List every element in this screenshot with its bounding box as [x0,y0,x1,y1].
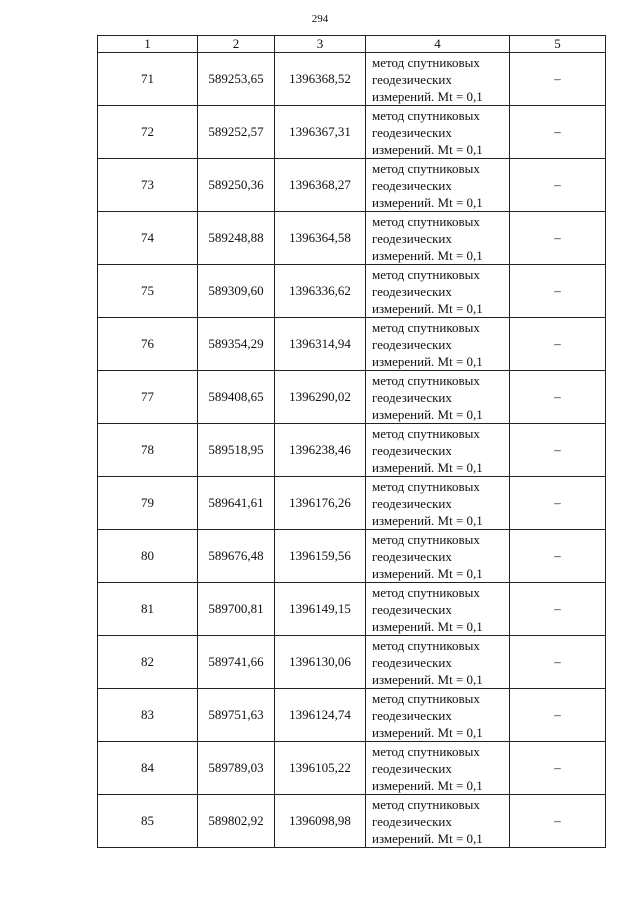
table-row [98,212,606,265]
method-cell [366,159,510,212]
point-number-cell: 85 [98,795,198,848]
y-coordinate-cell: 1396314,94 [275,318,366,371]
x-coordinate-cell: 589802,92 [198,795,275,848]
method-cell [366,795,510,848]
y-coordinate-cell: 1396364,58 [275,212,366,265]
table-row [98,689,606,742]
method-cell [366,106,510,159]
header-col-5: 5 [510,36,606,53]
y-coordinate-cell: 1396098,98 [275,795,366,848]
table-body [98,53,606,848]
method-cell [366,530,510,583]
point-number-cell: 80 [98,530,198,583]
method-line: метод спутниковых [372,372,480,388]
point-number-cell: 81 [98,583,198,636]
y-coordinate-cell: 1396290,02 [275,371,366,424]
method-line: геодезических [372,601,452,617]
description-cell: – [510,265,606,318]
x-coordinate-cell: 589751,63 [198,689,275,742]
point-number-cell: 79 [98,477,198,530]
x-coordinate-cell: 589518,95 [198,424,275,477]
x-coordinate-cell: 589700,81 [198,583,275,636]
method-line: метод спутниковых [372,160,480,176]
method-cell [366,424,510,477]
method-cell [366,477,510,530]
x-coordinate-cell: 589250,36 [198,159,275,212]
method-line: метод спутниковых [372,690,480,706]
table-row [98,371,606,424]
table-row [98,159,606,212]
header-col-2: 2 [198,36,275,53]
point-number-cell: 75 [98,265,198,318]
method-line: измерений. Mt = 0,1 [372,459,483,475]
description-cell: – [510,477,606,530]
description-cell: – [510,795,606,848]
method-cell [366,742,510,795]
method-line: метод спутниковых [372,54,480,70]
point-number-cell: 77 [98,371,198,424]
method-line: метод спутниковых [372,213,480,229]
description-cell: – [510,636,606,689]
method-line: метод спутниковых [372,531,480,547]
method-line: геодезических [372,654,452,670]
method-line: геодезических [372,177,452,193]
method-line: измерений. Mt = 0,1 [372,618,483,634]
description-cell: – [510,583,606,636]
x-coordinate-cell: 589309,60 [198,265,275,318]
x-coordinate-cell: 589253,65 [198,53,275,106]
table-row [98,742,606,795]
description-cell: – [510,106,606,159]
y-coordinate-cell: 1396368,27 [275,159,366,212]
description-cell: – [510,742,606,795]
method-line: измерений. Mt = 0,1 [372,724,483,740]
description-cell: – [510,212,606,265]
point-number-cell: 82 [98,636,198,689]
y-coordinate-cell: 1396238,46 [275,424,366,477]
x-coordinate-cell: 589741,66 [198,636,275,689]
method-line: геодезических [372,124,452,140]
method-line: метод спутниковых [372,796,480,812]
point-number-cell: 76 [98,318,198,371]
description-cell: – [510,371,606,424]
method-line: геодезических [372,442,452,458]
x-coordinate-cell: 589252,57 [198,106,275,159]
method-cell [366,318,510,371]
method-line: измерений. Mt = 0,1 [372,671,483,687]
description-cell: – [510,530,606,583]
method-line: метод спутниковых [372,743,480,759]
point-number-cell: 72 [98,106,198,159]
y-coordinate-cell: 1396130,06 [275,636,366,689]
table-row [98,636,606,689]
method-line: метод спутниковых [372,107,480,123]
description-cell: – [510,159,606,212]
method-line: измерений. Mt = 0,1 [372,88,483,104]
method-line: измерений. Mt = 0,1 [372,406,483,422]
method-line: метод спутниковых [372,637,480,653]
description-cell: – [510,53,606,106]
method-line: геодезических [372,389,452,405]
x-coordinate-cell: 589248,88 [198,212,275,265]
method-line: измерений. Mt = 0,1 [372,141,483,157]
description-cell: – [510,424,606,477]
y-coordinate-cell: 1396124,74 [275,689,366,742]
y-coordinate-cell: 1396149,15 [275,583,366,636]
y-coordinate-cell: 1396176,26 [275,477,366,530]
method-line: геодезических [372,548,452,564]
method-line: измерений. Mt = 0,1 [372,300,483,316]
method-line: метод спутниковых [372,584,480,600]
method-line: метод спутниковых [372,425,480,441]
point-number-cell: 83 [98,689,198,742]
table-header [98,36,606,53]
method-cell [366,636,510,689]
header-col-1: 1 [98,36,198,53]
table-row [98,53,606,106]
method-line: геодезических [372,495,452,511]
table-row [98,583,606,636]
method-line: измерений. Mt = 0,1 [372,777,483,793]
table-row [98,318,606,371]
method-cell [366,371,510,424]
method-line: геодезических [372,230,452,246]
method-line: измерений. Mt = 0,1 [372,247,483,263]
method-line: измерений. Mt = 0,1 [372,830,483,846]
method-line: геодезических [372,283,452,299]
header-col-4: 4 [366,36,510,53]
table-row [98,530,606,583]
point-number-cell: 74 [98,212,198,265]
description-cell: – [510,689,606,742]
y-coordinate-cell: 1396159,56 [275,530,366,583]
method-line: геодезических [372,71,452,87]
method-cell [366,265,510,318]
method-line: геодезических [372,813,452,829]
method-line: измерений. Mt = 0,1 [372,565,483,581]
table-row [98,795,606,848]
method-line: измерений. Mt = 0,1 [372,353,483,369]
x-coordinate-cell: 589641,61 [198,477,275,530]
coordinates-table [97,35,606,848]
method-line: измерений. Mt = 0,1 [372,194,483,210]
method-cell [366,689,510,742]
table-row [98,265,606,318]
table-row [98,106,606,159]
y-coordinate-cell: 1396105,22 [275,742,366,795]
x-coordinate-cell: 589354,29 [198,318,275,371]
method-line: геодезических [372,336,452,352]
description-cell: – [510,318,606,371]
method-cell [366,53,510,106]
page-number: 294 [311,13,329,25]
method-line: геодезических [372,760,452,776]
header-col-3: 3 [275,36,366,53]
point-number-cell: 78 [98,424,198,477]
table-row [98,477,606,530]
method-line: метод спутниковых [372,266,480,282]
method-line: геодезических [372,707,452,723]
x-coordinate-cell: 589789,03 [198,742,275,795]
y-coordinate-cell: 1396336,62 [275,265,366,318]
y-coordinate-cell: 1396367,31 [275,106,366,159]
method-line: измерений. Mt = 0,1 [372,512,483,528]
method-line: метод спутниковых [372,478,480,494]
header-row [98,36,606,53]
table-row [98,424,606,477]
x-coordinate-cell: 589408,65 [198,371,275,424]
point-number-cell: 71 [98,53,198,106]
method-cell [366,212,510,265]
y-coordinate-cell: 1396368,52 [275,53,366,106]
point-number-cell: 84 [98,742,198,795]
method-line: метод спутниковых [372,319,480,335]
x-coordinate-cell: 589676,48 [198,530,275,583]
method-cell [366,583,510,636]
point-number-cell: 73 [98,159,198,212]
